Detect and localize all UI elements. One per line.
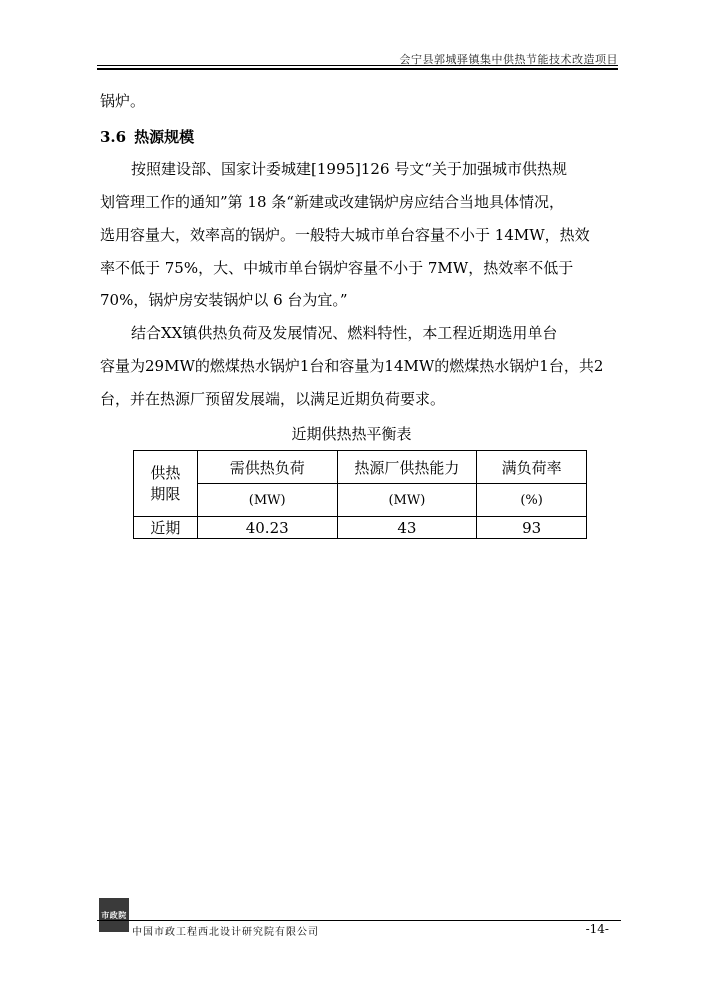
period-cell: 近期 [134, 517, 198, 539]
paragraph2-line: 台，并在热源厂预留发展端，以满足近期负荷要求。 [100, 390, 446, 408]
unit-cell: (MW) [197, 484, 337, 517]
document-header-title: 会宁县郭城驿镇集中供热节能技术改造项目 [399, 53, 618, 66]
section-heading [100, 126, 194, 147]
value-cell: 43 [337, 517, 477, 539]
paragraph1-line: 按照建设部、国家计委城建[1995]126 号文“关于加强城市供热规 [131, 160, 567, 178]
paragraph1-line: 选用容量大，效率高的锅炉。一般特大城市单台容量不小于 14MW，热效 [100, 226, 590, 244]
paragraph2-line: 容量为29MW的燃煤热水锅炉1台和容量为14MW的燃煤热水锅炉1台，共2 [100, 357, 604, 375]
table-corner-cell [134, 451, 198, 517]
header-divider-thick [97, 68, 618, 70]
paragraph2-line: 结合XX镇供热负荷及发展情况、燃料特性，本工程近期选用单台 [131, 324, 558, 342]
header-divider-thin [97, 65, 618, 66]
paragraph1-line: 划管理工作的通知”第 18 条“新建或改建锅炉房应结合当地具体情况， [100, 193, 564, 211]
table-row [134, 517, 587, 539]
institute-logo: 市政院 [99, 898, 129, 932]
table-header-row [134, 451, 587, 484]
column-header-heat-demand: 需供热负荷 [197, 451, 337, 484]
column-header-plant-capacity: 热源厂供热能力 [337, 451, 477, 484]
corner-label-line2: 期限 [150, 484, 181, 503]
value-cell: 93 [477, 517, 587, 539]
column-header-load-rate: 满负荷率 [477, 451, 587, 484]
footer-organization: 中国市政工程西北设计研究院有限公司 [132, 927, 319, 938]
unit-cell: (%) [477, 484, 587, 517]
footer-divider [97, 920, 621, 921]
corner-label-line1: 供热 [150, 463, 181, 482]
section-title: 热源规模 [134, 128, 195, 146]
paragraph1-line: 率不低于 75%，大、中城市单台锅炉容量不小于 7MW，热效率不低于 [100, 259, 574, 277]
table-caption: 近期供热热平衡表 [291, 425, 412, 443]
page-number: -14- [585, 922, 609, 936]
paragraph1-line: 70%，锅炉房安装锅炉以 6 台为宜。” [100, 291, 348, 309]
continuation-text: 锅炉。 [100, 92, 146, 110]
heat-balance-table [133, 450, 587, 539]
section-number: 3.6 [100, 128, 127, 146]
unit-cell: (MW) [337, 484, 477, 517]
table-units-row [134, 484, 587, 517]
value-cell: 40.23 [197, 517, 337, 539]
